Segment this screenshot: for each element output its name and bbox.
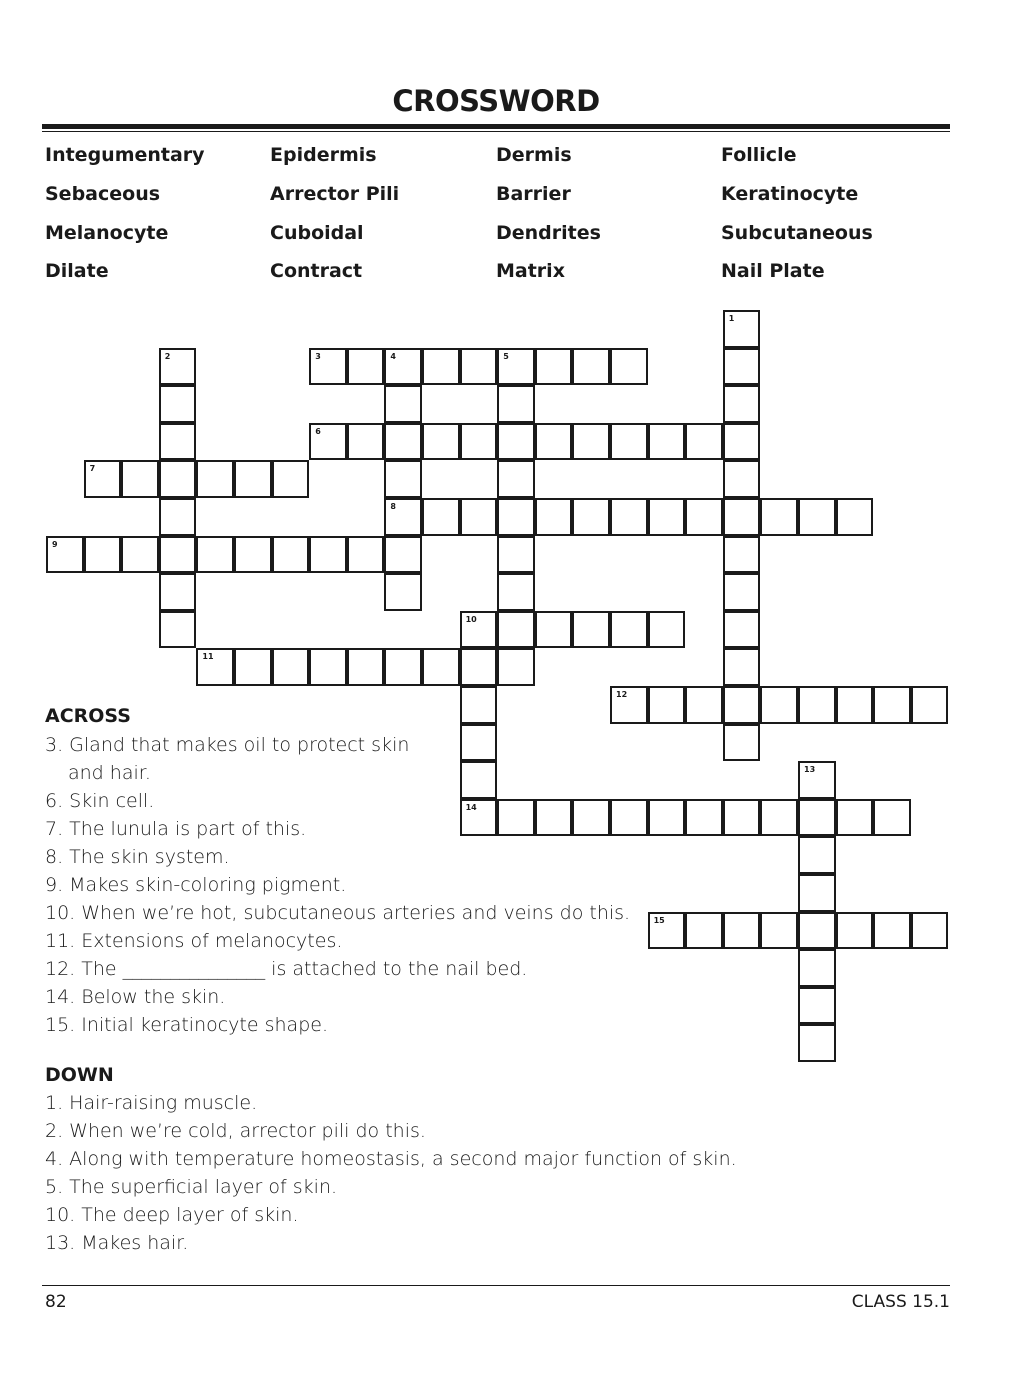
grid-cell[interactable] <box>535 423 573 461</box>
grid-cell[interactable] <box>610 423 648 461</box>
down-clue: 10. The deep layer of skin. <box>45 1204 299 1226</box>
grid-clue-number: 9 <box>52 539 58 549</box>
grid-clue-number: 15 <box>653 915 665 925</box>
grid-cell[interactable] <box>347 348 385 386</box>
grid-cell[interactable] <box>723 799 761 837</box>
grid-cell[interactable] <box>497 573 535 611</box>
grid-cell[interactable] <box>760 498 798 536</box>
grid-cell[interactable] <box>723 686 761 724</box>
grid-cell[interactable] <box>234 460 272 498</box>
grid-cell[interactable] <box>723 611 761 649</box>
grid-cell[interactable] <box>836 498 874 536</box>
grid-cell[interactable] <box>460 724 498 762</box>
title-rule-thin <box>42 131 950 132</box>
grid-cell[interactable] <box>422 498 460 536</box>
down-clue: 5. The superficial layer of skin. <box>45 1176 338 1198</box>
grid-cell[interactable] <box>723 573 761 611</box>
footer-rule <box>42 1285 950 1286</box>
across-clue: 12. The _______________ is attached to the nail bed. <box>45 958 528 980</box>
grid-cell[interactable] <box>798 874 836 912</box>
word-bank-item: Follicle <box>721 144 797 166</box>
grid-cell[interactable] <box>685 686 723 724</box>
grid-cell[interactable] <box>159 423 197 461</box>
class-label: CLASS 15.1 <box>851 1292 950 1312</box>
grid-clue-number: 6 <box>315 426 321 436</box>
grid-clue-number: 11 <box>202 652 214 662</box>
grid-clue-number: 2 <box>164 351 171 361</box>
grid-cell[interactable] <box>347 423 385 461</box>
grid-clue-number: 8 <box>390 502 396 511</box>
grid-clue-number: 10 <box>465 614 477 624</box>
grid-cell[interactable] <box>159 498 197 536</box>
down-clue: 4. Along with temperature homeostasis, a second major function of skin. <box>45 1148 737 1170</box>
grid-cell[interactable] <box>723 724 761 762</box>
across-heading: ACROSS <box>45 705 131 727</box>
down-clue: 2. When we’re cold, arrector pili do this. <box>45 1120 426 1142</box>
grid-cell[interactable] <box>121 460 159 498</box>
across-clue: 11. Extensions of melanocytes. <box>45 930 343 952</box>
grid-cell[interactable] <box>798 987 836 1025</box>
grid-cell[interactable] <box>798 1024 836 1062</box>
word-bank-item: Dendrites <box>496 222 601 244</box>
grid-cell[interactable] <box>572 611 610 649</box>
grid-cell[interactable] <box>535 611 573 649</box>
grid-clue-number: 7 <box>89 464 96 474</box>
grid-cell[interactable] <box>384 385 422 423</box>
grid-clue-number: 4 <box>390 351 396 361</box>
grid-cell[interactable] <box>422 423 460 461</box>
grid-cell[interactable] <box>572 498 610 536</box>
grid-cell[interactable] <box>572 799 610 837</box>
grid-cell[interactable] <box>384 573 422 611</box>
grid-cell[interactable] <box>196 536 234 574</box>
grid-cell[interactable] <box>460 761 498 799</box>
grid-cell[interactable] <box>798 498 836 536</box>
word-bank-item: Integumentary <box>45 144 205 166</box>
grid-cell[interactable] <box>159 385 197 423</box>
word-bank-item: Cuboidal <box>270 222 364 244</box>
word-bank-item: Barrier <box>496 183 571 205</box>
word-bank-item: Dilate <box>45 260 109 282</box>
grid-cell[interactable] <box>836 686 874 724</box>
grid-cell[interactable] <box>460 423 498 461</box>
across-clue: 9. Makes skin-coloring pigment. <box>45 874 347 896</box>
grid-cell[interactable] <box>723 423 761 461</box>
across-clue: 3. Gland that makes oil to protect skin <box>45 734 410 756</box>
across-clue: 10. When we’re hot, subcutaneous arteries and veins do this. <box>45 902 631 924</box>
across-clue: and hair. <box>68 762 151 784</box>
down-clue: 1. Hair-raising muscle. <box>45 1092 258 1114</box>
word-bank-item: Nail Plate <box>721 260 825 282</box>
grid-cell[interactable] <box>460 498 498 536</box>
grid-cell[interactable] <box>384 648 422 686</box>
title-rule-thick <box>42 124 950 129</box>
grid-cell[interactable] <box>497 536 535 574</box>
grid-cell[interactable] <box>497 648 535 686</box>
grid-cell[interactable] <box>159 536 197 574</box>
grid-cell[interactable] <box>873 686 911 724</box>
grid-cell[interactable] <box>497 498 535 536</box>
grid-cell[interactable] <box>648 423 686 461</box>
grid-cell[interactable] <box>648 686 686 724</box>
grid-cell[interactable] <box>497 460 535 498</box>
grid-cell[interactable] <box>535 498 573 536</box>
grid-clue-number: 14 <box>465 802 477 812</box>
grid-cell[interactable] <box>497 423 535 461</box>
grid-clue-number: 1 <box>728 314 735 323</box>
grid-cell[interactable] <box>798 836 836 874</box>
grid-cell[interactable] <box>610 348 648 386</box>
grid-cell[interactable] <box>234 648 272 686</box>
grid-cell[interactable] <box>836 799 874 837</box>
grid-cell[interactable] <box>685 799 723 837</box>
grid-cell[interactable] <box>723 912 761 950</box>
grid-cell[interactable] <box>497 611 535 649</box>
grid-cell[interactable] <box>873 912 911 950</box>
grid-cell[interactable] <box>798 686 836 724</box>
word-bank-item: Subcutaneous <box>721 222 873 244</box>
grid-cell[interactable] <box>648 799 686 837</box>
across-clue: 8. The skin system. <box>45 846 230 868</box>
across-clue: 6. Skin cell. <box>45 790 155 812</box>
grid-cell[interactable] <box>610 498 648 536</box>
grid-cell[interactable] <box>309 648 347 686</box>
grid-cell[interactable] <box>272 460 310 498</box>
grid-cell[interactable] <box>272 536 310 574</box>
word-bank-item: Melanocyte <box>45 222 169 244</box>
grid-cell[interactable] <box>911 912 949 950</box>
grid-cell[interactable] <box>610 611 648 649</box>
grid-cell[interactable] <box>685 912 723 950</box>
grid-cell[interactable] <box>497 385 535 423</box>
grid-cell[interactable] <box>460 686 498 724</box>
grid-cell[interactable] <box>648 498 686 536</box>
grid-cell[interactable] <box>760 799 798 837</box>
grid-cell[interactable] <box>159 611 197 649</box>
grid-cell[interactable] <box>272 648 310 686</box>
grid-clue-number: 12 <box>616 690 628 699</box>
grid-cell[interactable] <box>384 423 422 461</box>
grid-cell[interactable] <box>911 686 949 724</box>
grid-clue-number: 5 <box>503 351 509 361</box>
grid-cell[interactable] <box>460 348 498 386</box>
grid-cell[interactable] <box>384 536 422 574</box>
word-bank-item: Sebaceous <box>45 183 161 205</box>
word-bank-item: Keratinocyte <box>721 183 859 205</box>
grid-cell[interactable] <box>723 498 761 536</box>
across-clue: 15. Initial keratinocyte shape. <box>45 1014 328 1036</box>
page-number: 82 <box>45 1292 67 1312</box>
grid-cell[interactable] <box>760 686 798 724</box>
grid-cell[interactable] <box>535 799 573 837</box>
down-heading: DOWN <box>45 1064 114 1086</box>
across-clue: 7. The lunula is part of this. <box>45 818 307 840</box>
grid-cell[interactable] <box>798 912 836 950</box>
grid-clue-number: 13 <box>804 765 816 775</box>
grid-cell[interactable] <box>159 573 197 611</box>
grid-cell[interactable] <box>798 949 836 987</box>
page-title: CROSSWORD <box>392 84 600 118</box>
grid-cell[interactable] <box>572 423 610 461</box>
grid-cell[interactable] <box>422 648 460 686</box>
grid-cell[interactable] <box>234 536 272 574</box>
word-bank-item: Matrix <box>496 260 565 282</box>
grid-cell[interactable] <box>159 460 197 498</box>
grid-cell[interactable] <box>422 348 460 386</box>
grid-cell[interactable] <box>84 536 122 574</box>
grid-cell[interactable] <box>610 799 648 837</box>
grid-cell[interactable] <box>836 912 874 950</box>
grid-clue-number: 3 <box>315 351 321 361</box>
grid-cell[interactable] <box>196 460 234 498</box>
grid-cell[interactable] <box>685 423 723 461</box>
grid-cell[interactable] <box>309 536 347 574</box>
grid-cell[interactable] <box>497 799 535 837</box>
grid-cell[interactable] <box>685 498 723 536</box>
grid-cell[interactable] <box>460 648 498 686</box>
word-bank-item: Arrector Pili <box>270 183 400 205</box>
grid-cell[interactable] <box>347 536 385 574</box>
grid-cell[interactable] <box>535 348 573 386</box>
grid-cell[interactable] <box>723 536 761 574</box>
grid-cell[interactable] <box>723 648 761 686</box>
word-bank-item: Dermis <box>496 144 572 166</box>
grid-cell[interactable] <box>798 799 836 837</box>
grid-cell[interactable] <box>347 648 385 686</box>
grid-cell[interactable] <box>873 799 911 837</box>
grid-cell[interactable] <box>648 611 686 649</box>
grid-cell[interactable] <box>572 348 610 386</box>
grid-cell[interactable] <box>723 460 761 498</box>
grid-cell[interactable] <box>760 912 798 950</box>
grid-cell[interactable] <box>121 536 159 574</box>
word-bank-item: Contract <box>270 260 363 282</box>
grid-cell[interactable] <box>384 460 422 498</box>
down-clue: 13. Makes hair. <box>45 1232 189 1254</box>
word-bank-item: Epidermis <box>270 144 377 166</box>
across-clue: 14. Below the skin. <box>45 986 226 1008</box>
grid-cell[interactable] <box>723 385 761 423</box>
grid-cell[interactable] <box>723 348 761 386</box>
